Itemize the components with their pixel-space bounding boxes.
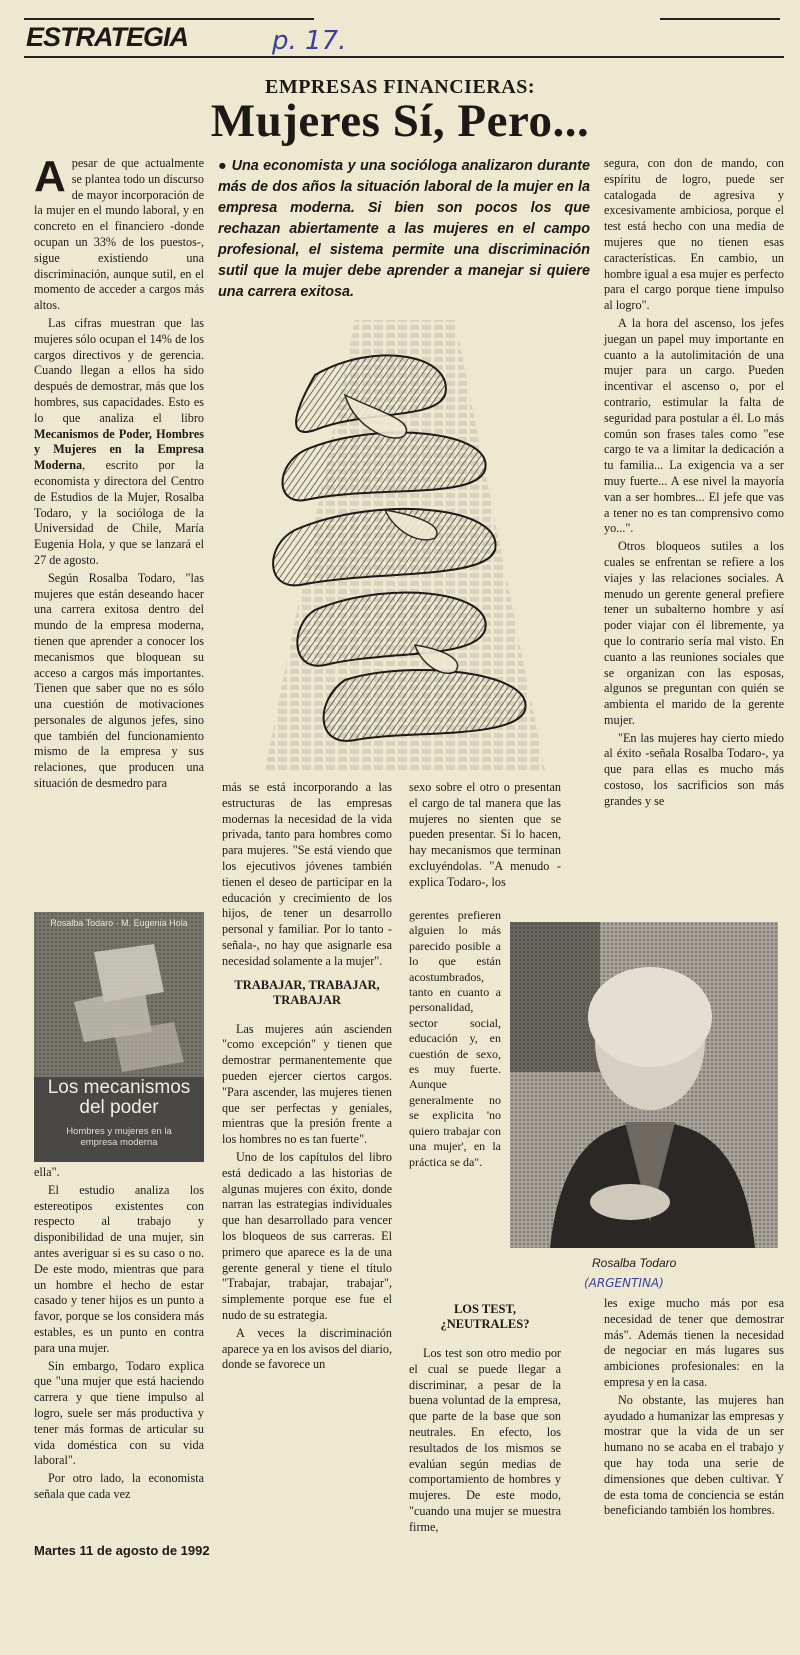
paragraph: [34, 152, 204, 314]
ribbon-spiral-graphic: [205, 300, 591, 770]
masthead-rule: [24, 56, 784, 58]
top-rule-right: [660, 18, 780, 20]
portrait-photo: [510, 922, 778, 1248]
paragraph: Los test son otro medio por el cual se puede llegar a discriminar, a pesar de la buena voluntad de la empresa, que parte de la base que son neutrales. En efecto, los resultados de los mismos se evalúan según medias de comportamiento de hombres y mujeres. De este modo, "cuando una mujer se muestra firme,: [409, 1346, 561, 1534]
paragraph: Las mujeres aún ascienden "como excepción" y tienen que demostrar permanentemente que pueden ejercer ciertos cargos. "Para ascender, las mujeres tienen que ser perfectas y geniales, mientras que la presión frente a los hombres no es tan fuerte".: [222, 1021, 392, 1147]
paragraph: Sin embargo, Todaro explica que "una mujer que está haciendo carrera y que tiene impulso al logro, suele ser más productiva y tener más formas de articular su vida doméstica con su vida laboral".: [34, 1358, 204, 1468]
column-3-narrow: [409, 908, 501, 1172]
section-masthead: ESTRATEGIA: [26, 22, 189, 52]
paragraph: Otros bloqueos sutiles a los cuales se enfrentan se refiere a los viajes y las relaciones sociales. A menudo un gerente general prefiere tener un subalterno hombre y así poder viajar con él libremente, ya que lo contrario sería mal visto. En cuanto a las reuniones sociales que se organizan con las esposas, algunos se preguntan con quién se ambienta el marido de la gerente mujer.: [604, 539, 784, 727]
paragraph: segura, con don de mando, con espíritu de logro, puede ser catalogada de agresiva y excesivamente ambiciosa, porque el test está hecho con una media de mujeres que no tienen esas características. En cambio, un hombre igual a esa mujer es perfecto para el cargo porque tiene impulso al logro".: [604, 156, 784, 313]
column-3-top: [409, 780, 561, 893]
paragraph: ella".: [34, 1165, 60, 1179]
paragraph: A la hora del ascenso, los jefes juegan un papel muy importante en cuanto a la autolimitación de una mujer para un cargo. Pueden incentivar el ascenso o, por el contrario, estimular la falta de seguridad para postular a él. Lo más común son frases tales como "ese cargo te va a limitar la dedicación a tu familia... La exigencia va a ser muy fuerte... A ese nivel la mayoría van a ser hombres... El jefe que vas a tener no es tan comprensivo como yo...".: [604, 315, 784, 536]
photo-caption: Rosalba Todaro: [592, 1256, 677, 1270]
paragraph: [34, 316, 204, 569]
paragraph: les exige mucho más por esa necesidad de tener que demostrar más". Además tienen la necesidad de negociar en más lugares sus ambiciones profesionales: en la empresa y en la casa.: [604, 1296, 784, 1389]
book-title: Los mecanismos del poder: [47, 1077, 191, 1118]
dateline: Martes 11 de agosto de 1992: [34, 1543, 210, 1558]
ribbon-illustration: [205, 300, 591, 770]
book-subtitle: Hombres y mujeres en la empresa moderna: [66, 1126, 172, 1148]
subheading-test: LOS TEST, ¿NEUTRALES?: [440, 1302, 530, 1331]
bullet-icon: ●: [218, 158, 232, 174]
book-title-bold: Mecanismos de Poder, Hombres y Mujeres en la Empresa Moderna: [34, 426, 204, 473]
book-cover-image: [34, 912, 204, 1162]
paragraph: El estudio analiza los estereotipos existentes con respecto al trabajo y disponibilidad de una mujer, sin antes averiguar si es su caso o no. De este modo, mientras que para un hombre el hecho de estar casado y tener hijos es un punto a favor, porque se los considera más estables, es un punto en contra para una mujer.: [34, 1182, 204, 1355]
column-4-top: [604, 156, 784, 812]
book-cover-graphic: [34, 912, 204, 1162]
paragraph-text: , escrito por la economista y directora del Centro de Estudios de la Mujer, Rosalba Todaro, y la socióloga de la Universidad de Chile, María Eugenia Hola, y que se lanzará el 27 de agosto.: [34, 458, 204, 567]
subheading-trabajar: TRABAJAR, TRABAJAR, TRABAJAR: [234, 977, 380, 1007]
paragraph: Uno de los capítulos del libro está dedicado a las historias de algunas mujeres con éxito, donde narran las estrategias individuales que han desarrollado para vencer los bloqueos de sus carreras. El primero que aparece es la de una gerente general y tiene el título "Trabajar, trabajar, trabajar", simplemente porque ese fue el nudo de su estrategia.: [222, 1149, 392, 1322]
article-lead: [218, 156, 590, 303]
column-4-bottom: [604, 1296, 784, 1521]
column-3-bottom: [409, 1294, 561, 1538]
paragraph: "En las mujeres hay cierto miedo al éxito -señala Rosalba Todaro-, ya que para ellas es mucho más costoso, los sacrificios son más grandes y se: [604, 730, 784, 808]
book-author: Rosalba Todaro · M. Eugenia Hola: [50, 918, 188, 928]
paragraph-text: pesar de que actualmente se plantea todo un discurso de mayor incorporación de la mujer en el mundo laboral, y en concreto en el financiero -donde ocupan un 33% de los puestos-, sigue existiendo una discriminación, aunque sutil, en el momento de acceder a cargos más altos.: [34, 156, 204, 313]
article-kicker: EMPRESAS FINANCIERAS:: [265, 76, 535, 98]
paragraph: gerentes prefieren alguien lo más parecido posible a lo que están acostumbrados, tanto en cuanto a personalidad, sector social, educación y, en cuestión de sexo, es muy fuerte. Aunque generalmente no se explicita 'no quiero trabajar con una mujer', en la práctica se da".: [409, 908, 501, 1169]
top-rule-left: [24, 18, 314, 20]
paragraph: No obstante, las mujeres han ayudado a humanizar las empresas y mostrar que la vida de un ser humano no se acaba en el trabajo y que hay toda una serie de dimensiones que deben cultivar. Y de esta toma de conciencia se están beneficiando también los hombres.: [604, 1392, 784, 1518]
column-1-bottom: [34, 1165, 204, 1505]
lead-text: Una economista y una socióloga analizaron durante más de dos años la situación laboral de la mujer en la empresa moderna. Si bien son pocos los que rechazan abiertamente a las mujeres en el campo profesional, el sistema permite una discriminación sutil que la mujer debe aprender a manejar si quiere una carrera exitosa.: [218, 158, 590, 300]
column-2: [222, 780, 392, 1375]
paragraph-text: Las cifras muestran que las mujeres sólo ocupan el 14% de los cargos directivos y de gerencia. Cuando llegan a ellos ha sido después de demostrar, más que los hombres, sus capacidades. Esto es lo que analiza el libro: [34, 315, 204, 425]
paragraph: más se está incorporando a las estructuras de las empresas modernas la necesidad de la vida privada, tanto para hombres como para mujeres. "Se está viendo que los ejecutivos jóvenes también tienen el deseo de participar en la educación y crecimiento de los hijos, de tener un desarrollo personal y familiar. Por lo tanto -señala-, no hay que asignarle esa necesidad solamente a la mujer".: [222, 780, 392, 968]
handwritten-page-number: p. 17.: [272, 26, 347, 56]
paragraph: A veces la discriminación aparece ya en los avisos del diario, donde se favorece un: [222, 1325, 392, 1372]
handwritten-caption-note: (ARGENTINA): [584, 1276, 664, 1290]
paragraph: Por otro lado, la economista señala que cada vez: [34, 1471, 204, 1501]
paragraph: sexo sobre el otro o presentan el cargo de tal manera que las mujeres no sienten que se pueden presentar. Si lo hacen, hay mecanismos que terminan excluyéndolas. "A menudo -explica Todaro-, los: [409, 780, 561, 889]
column-1-top: [34, 152, 204, 794]
paragraph: Según Rosalba Todaro, "las mujeres que están deseando hacer una carrera exitosa dentro del mundo de la empresa moderna, tienen que aprender a conocer los mecanismos que bloquean su acceso a cargos más importantes. Tienen que saber que no es sólo una cuestión de motivaciones personales de algunos jefes, sino que también del funcionamiento mismo de la empresa y sus relaciones, que producen una situación de desmedro para: [34, 570, 204, 791]
drop-cap: A: [34, 152, 66, 201]
article-headline: Mujeres Sí, Pero...: [210, 95, 590, 147]
portrait-graphic: [510, 922, 778, 1248]
